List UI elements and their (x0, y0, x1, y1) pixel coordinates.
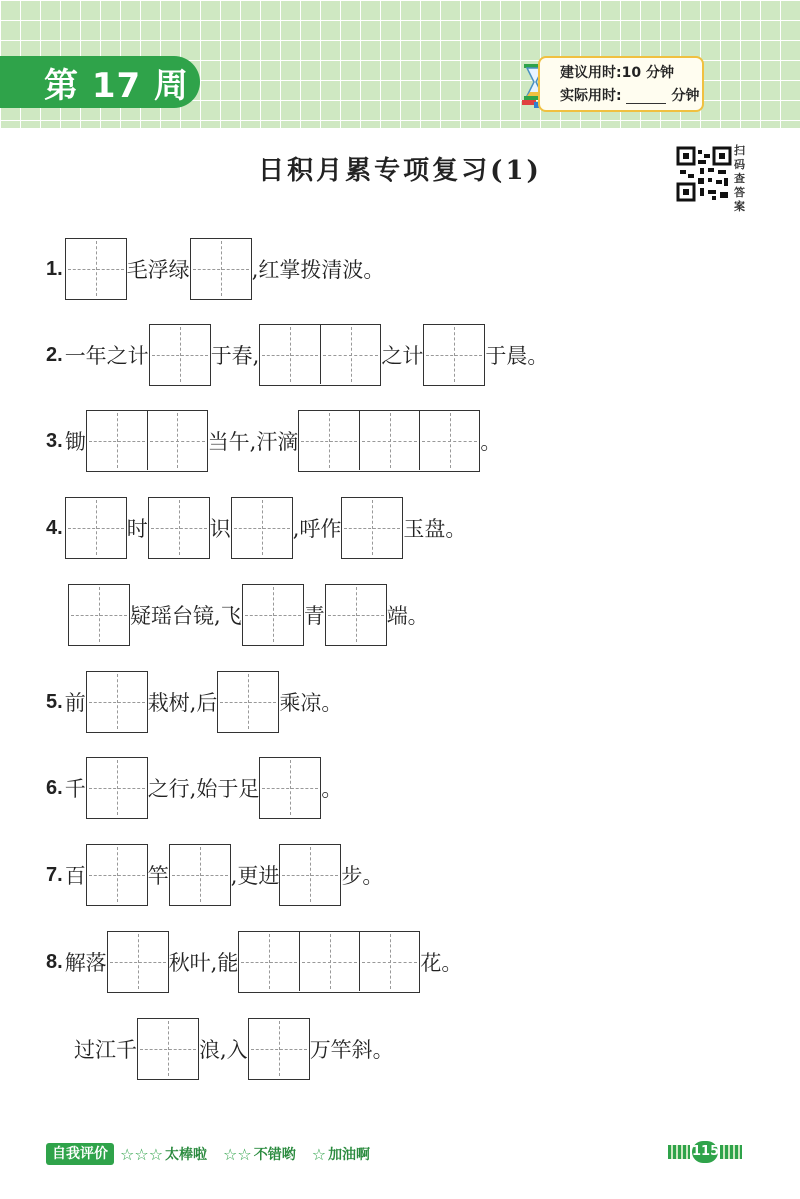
star-icon[interactable]: ☆ (311, 1144, 327, 1164)
question-text: 玉盘。 (403, 517, 467, 541)
answer-box[interactable] (242, 584, 304, 646)
question-text: 端。 (386, 604, 429, 628)
question-4-line-2 (68, 584, 429, 646)
answer-box[interactable] (325, 584, 387, 646)
question-8-line-2 (74, 1018, 394, 1080)
question-text: 秋叶,能 (168, 951, 239, 975)
answer-box[interactable] (341, 497, 403, 559)
question-text: 青 (303, 604, 325, 628)
answer-box[interactable] (86, 844, 148, 906)
rating-great: 太棒啦 (165, 1147, 208, 1163)
question-3 (46, 410, 501, 472)
answer-box[interactable] (86, 757, 148, 819)
question-text: 毛浮绿 (126, 258, 190, 282)
question-text: 浪,入 (199, 1038, 248, 1062)
question-text: 解落 (64, 951, 107, 975)
question-text: 锄 (64, 430, 86, 454)
answer-box[interactable] (148, 497, 210, 559)
question-text: ,更进 (230, 864, 280, 888)
question-text: 当午,汗滴 (207, 430, 299, 454)
answer-box[interactable] (248, 1018, 310, 1080)
question-text: 识 (209, 517, 231, 541)
question-5 (46, 671, 342, 733)
question-text: 步。 (341, 864, 384, 888)
question-text: 前 (64, 691, 86, 715)
question-1 (46, 238, 384, 300)
question-text: 花。 (420, 951, 463, 975)
answer-box[interactable] (68, 584, 130, 646)
question-number: 4. (46, 516, 63, 539)
page-title: 日积月累专项复习(1) (258, 156, 542, 186)
suggested-time: 建议用时:10 分钟 (560, 65, 674, 81)
question-text: ,红掌拨清波。 (251, 258, 385, 282)
question-text: 之行,始于足 (147, 777, 260, 801)
answer-box[interactable] (65, 497, 127, 559)
actual-time-label: 实际用时: (560, 88, 622, 104)
question-text: 过江千 (74, 1038, 137, 1062)
star-icon[interactable]: ☆☆☆ (120, 1144, 164, 1164)
actual-time-blank[interactable] (626, 89, 666, 104)
actual-time (560, 85, 702, 108)
question-text: 百 (64, 864, 86, 888)
answer-box[interactable] (279, 844, 341, 906)
question-number: 3. (46, 429, 63, 452)
question-8 (46, 931, 462, 993)
page-number-label: 115 (692, 1141, 718, 1163)
question-text: 乘凉。 (279, 691, 343, 715)
question-text: 。 (321, 777, 343, 801)
question-text: 千 (64, 777, 86, 801)
answer-box[interactable] (65, 238, 127, 300)
question-number: 1. (46, 257, 63, 280)
qr-code-icon[interactable] (676, 146, 732, 202)
question-number: 2. (46, 343, 63, 366)
answer-box[interactable] (298, 410, 480, 472)
question-text: 一年之计 (64, 344, 149, 368)
decor-bar (668, 1145, 690, 1159)
answer-box[interactable] (423, 324, 485, 386)
question-text: 时 (126, 517, 148, 541)
answer-box[interactable] (169, 844, 231, 906)
question-number: 7. (46, 863, 63, 886)
qr-label: 扫码查答案 (734, 144, 745, 213)
question-text: ,呼作 (292, 517, 342, 541)
self-evaluation (46, 1141, 380, 1167)
question-text: 于春, (210, 344, 260, 368)
question-number: 8. (46, 950, 63, 973)
question-text: 栽树,后 (147, 691, 218, 715)
answer-box[interactable] (231, 497, 293, 559)
star-icon[interactable]: ☆☆ (223, 1144, 252, 1164)
header (0, 0, 800, 128)
answer-box[interactable] (259, 757, 321, 819)
answer-box[interactable] (238, 931, 420, 993)
question-text: 于晨。 (485, 344, 549, 368)
question-text: 。 (480, 430, 502, 454)
question-text: 疑瑶台镜,飞 (130, 604, 242, 628)
rating-keep-going: 加油啊 (328, 1147, 371, 1163)
question-text: 万竿斜。 (309, 1038, 394, 1062)
answer-box[interactable] (259, 324, 381, 386)
question-number: 6. (46, 776, 63, 799)
time-box (538, 56, 704, 112)
rating-good: 不错哟 (253, 1147, 296, 1163)
question-text: 之计 (381, 344, 424, 368)
answer-box[interactable] (86, 410, 208, 472)
answer-box[interactable] (217, 671, 279, 733)
week-badge: 第 17 周 (0, 56, 200, 108)
question-2 (46, 324, 548, 386)
question-number: 5. (46, 690, 63, 713)
self-eval-label: 自我评价 (46, 1143, 114, 1165)
question-6 (46, 757, 342, 819)
question-7 (46, 844, 383, 906)
answer-box[interactable] (149, 324, 211, 386)
page-number (664, 1141, 746, 1163)
answer-box[interactable] (86, 671, 148, 733)
answer-box[interactable] (107, 931, 169, 993)
answer-box[interactable] (137, 1018, 199, 1080)
answer-box[interactable] (190, 238, 252, 300)
actual-time-unit: 分钟 (671, 88, 700, 104)
decor-bar (720, 1145, 742, 1159)
question-text: 竿 (147, 864, 169, 888)
question-4 (46, 497, 466, 559)
